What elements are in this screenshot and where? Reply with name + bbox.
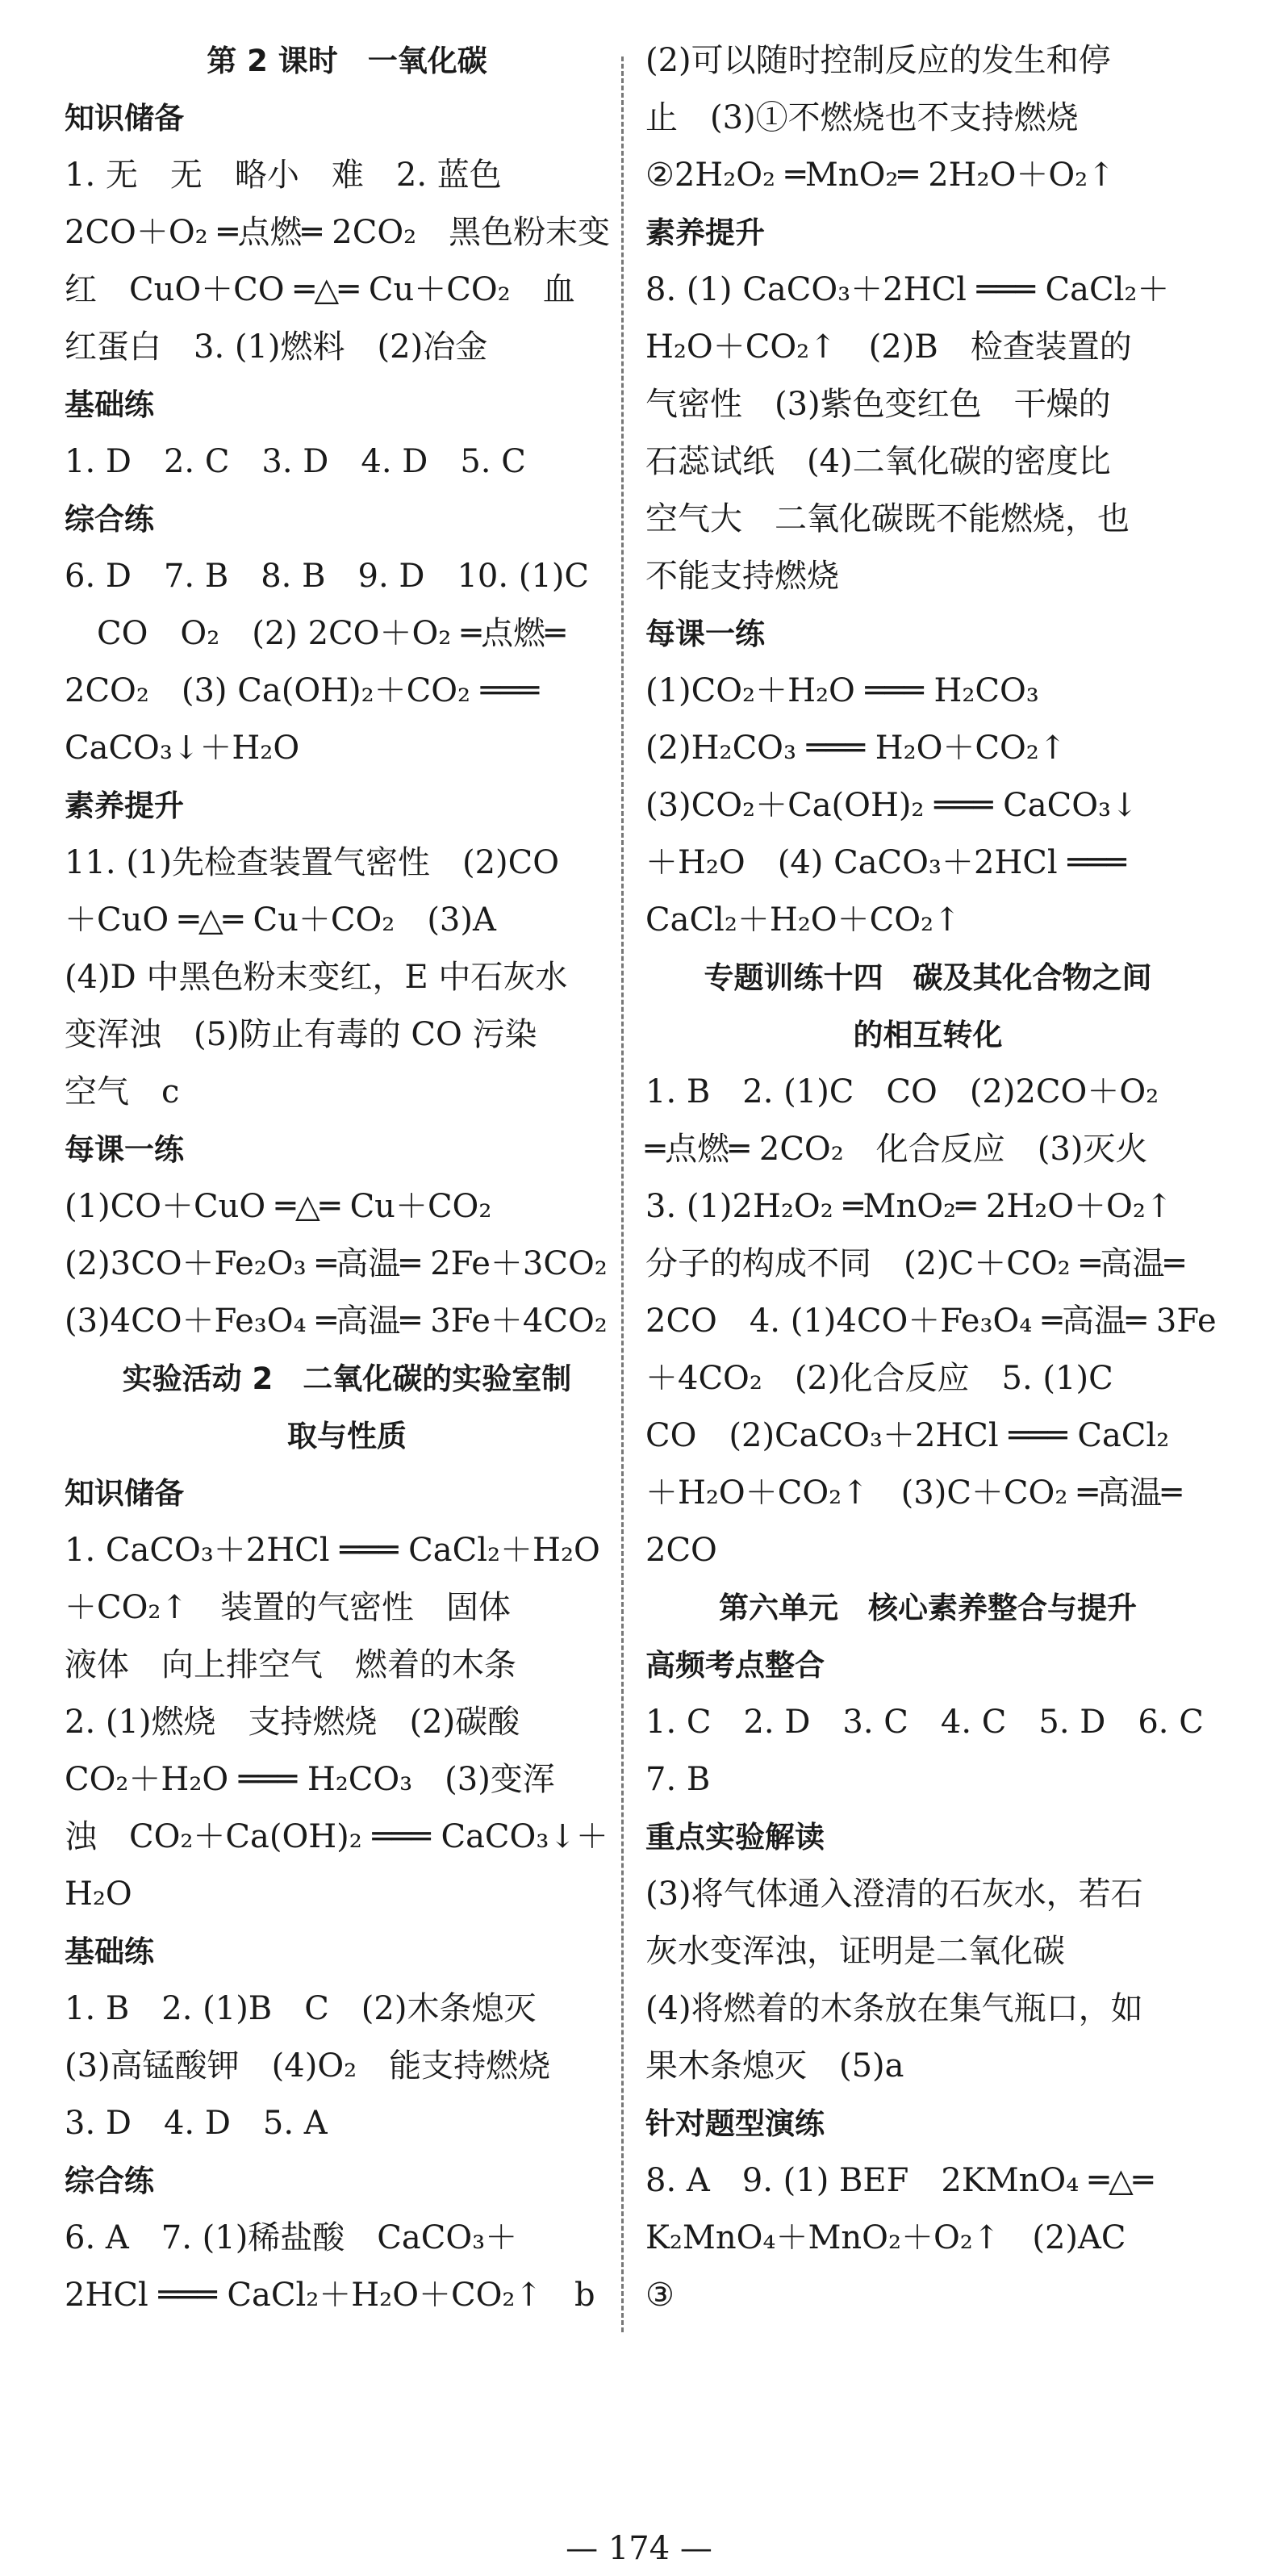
answer-line: ＋H₂O＋CO₂↑ (3)C＋CO₂ ═高温═ [645,1474,1182,1512]
answer-line: 石蕊试纸 (4)二氧化碳的密度比 [645,443,1111,480]
answer-line: ＋CuO ═△═ Cu＋CO₂ (3)A [65,901,496,939]
answer-line: 6. D 7. B 8. B 9. D 10. (1)C [65,558,590,595]
answer-line: CO₂＋H₂O ═══ H₂CO₃ (3)变浑 [65,1761,555,1798]
answer-line: 2CO₂ (3) Ca(OH)₂＋CO₂ ═══ [65,672,540,709]
section-title: 取与性质 [287,1419,407,1453]
answer-line: ＋H₂O (4) CaCO₃＋2HCl ═══ [645,844,1126,881]
section-heading: 基础练 [65,1934,154,1969]
section-heading: 每课一练 [65,1132,184,1167]
right-column [645,32,1217,2324]
answer-line: 7. B [645,1761,711,1798]
answer-line: 不能支持燃烧 [645,558,839,595]
section-heading: 素养提升 [65,788,184,823]
answer-line: ＋CO₂↑ 装置的气密性 固体 [65,1589,511,1626]
answer-line: (2)可以随时控制反应的发生和停 [645,42,1111,79]
answer-line: (3)将气体通入澄清的石灰水，若石 [645,1876,1143,1913]
answer-line: 变浑浊 (5)防止有毒的 CO 污染 [65,1016,537,1053]
answer-line: ③ [645,2277,674,2314]
section-heading: 知识储备 [65,101,184,136]
answer-line: 分子的构成不同 (2)C＋CO₂ ═高温═ [645,1245,1184,1282]
answer-line: 2. (1)燃烧 支持燃烧 (2)碳酸 [65,1704,520,1741]
page-number: — 174 — [566,2530,712,2567]
answer-line: 1. D 2. C 3. D 4. D 5. C [65,443,526,480]
answer-line: H₂O [65,1876,132,1913]
answer-line: K₂MnO₄＋MnO₂＋O₂↑ (2)AC [645,2219,1126,2256]
answer-line: (2)3CO＋Fe₂O₃ ═高温═ 2Fe＋3CO₂ [65,1245,608,1282]
answer-line: 红蛋白 3. (1)燃料 (2)冶金 [65,328,488,366]
section-title: 第六单元 核心素养整合与提升 [719,1591,1137,1625]
answer-line: (3)4CO＋Fe₃O₄ ═高温═ 3Fe＋4CO₂ [65,1303,608,1340]
section-heading: 高频考点整合 [645,1648,825,1683]
answer-line: 3. (1)2H₂O₂ ═MnO₂═ 2H₂O＋O₂↑ [645,1188,1173,1225]
answer-line: 1. B 2. (1)C CO (2)2CO＋O₂ [645,1073,1159,1110]
answer-line: CaCl₂＋H₂O＋CO₂↑ [645,901,961,939]
section-title: 实验活动 2 二氧化碳的实验室制 [122,1361,572,1396]
answer-line: 2CO＋O₂ ═点燃═ 2CO₂ 黑色粉末变 [65,214,611,251]
answer-line: 2HCl ═══ CaCl₂＋H₂O＋CO₂↑ b [65,2277,595,2314]
answer-line: (2)H₂CO₃ ═══ H₂O＋CO₂↑ [645,730,1067,767]
answer-line: 液体 向上排空气 燃着的木条 [65,1646,516,1683]
section-heading: 知识储备 [65,1476,184,1511]
answer-line: (3)高锰酸钾 (4)O₂ 能支持燃烧 [65,2047,551,2085]
answer-line: 红 CuO＋CO ═△═ Cu＋CO₂ 血 [65,271,575,308]
answer-line: ＋4CO₂ (2)化合反应 5. (1)C [645,1360,1113,1397]
answer-line: 2CO [645,1532,717,1569]
answer-line: 1. B 2. (1)B C (2)木条熄灭 [65,1990,537,2027]
answer-line: 浊 CO₂＋Ca(OH)₂ ═══ CaCO₃↓＋ [65,1818,608,1855]
answer-line: 11. (1)先检查装置气密性 (2)CO [65,844,560,881]
section-heading: 每课一练 [645,617,765,651]
answer-line: CO O₂ (2) 2CO＋O₂ ═点燃═ [65,615,566,652]
answer-line: H₂O＋CO₂↑ (2)B 检查装置的 [645,328,1132,366]
answer-line: (4)将燃着的木条放在集气瓶口，如 [645,1990,1143,2027]
left-column [65,32,629,2324]
answer-line: 止 (3)①不燃烧也不支持燃烧 [645,99,1079,136]
lesson-title: 第 2 课时 一氧化碳 [207,44,487,78]
section-heading: 综合练 [65,502,154,537]
section-title: 专题训练十四 碳及其化合物之间 [704,960,1152,995]
answer-line: 果木条熄灭 (5)a [645,2047,904,2085]
answer-line: 1. C 2. D 3. C 4. C 5. D 6. C [645,1704,1204,1741]
answer-line: 6. A 7. (1)稀盐酸 CaCO₃＋ [65,2219,518,2256]
column-divider [621,56,624,2332]
section-heading: 针对题型演练 [645,2106,825,2141]
section-heading: 综合练 [65,2164,154,2198]
answer-line: 2CO 4. (1)4CO＋Fe₃O₄ ═高温═ 3Fe [645,1303,1217,1340]
answer-line: (1)CO＋CuO ═△═ Cu＋CO₂ [65,1188,492,1225]
answer-line: 空气大 二氧化碳既不能燃烧，也 [645,500,1130,537]
section-heading: 基础练 [65,387,154,422]
answer-line: 3. D 4. D 5. A [65,2105,328,2142]
answer-line: 1. 无 无 略小 难 2. 蓝色 [65,157,502,194]
answer-line: 8. (1) CaCO₃＋2HCl ═══ CaCl₂＋ [645,271,1170,308]
answer-line: (3)CO₂＋Ca(OH)₂ ═══ CaCO₃↓ [645,787,1138,824]
section-heading: 重点实验解读 [645,1820,825,1855]
answer-line: 气密性 (3)紫色变红色 干燥的 [645,386,1111,423]
answer-line: CO (2)CaCO₃＋2HCl ═══ CaCl₂ [645,1417,1170,1454]
section-title: 的相互转化 [853,1018,1003,1052]
answer-line: 8. A 9. (1) BEF 2KMnO₄ ═△═ [645,2162,1153,2199]
section-heading: 素养提升 [645,215,765,250]
answer-line: CaCO₃↓＋H₂O [65,730,300,767]
answer-line: 1. CaCO₃＋2HCl ═══ CaCl₂＋H₂O [65,1532,600,1569]
answer-line: (4)D 中黑色粉末变红，E 中石灰水 [65,959,568,996]
answer-line: (1)CO₂＋H₂O ═══ H₂CO₃ [645,672,1039,709]
answer-line: ②2H₂O₂ ═MnO₂═ 2H₂O＋O₂↑ [645,157,1115,194]
answer-line: 空气 c [65,1073,180,1110]
answer-line: 灰水变浑浊，证明是二氧化碳 [645,1933,1065,1970]
answer-line: ═点燃═ 2CO₂ 化合反应 (3)灭火 [645,1131,1148,1168]
